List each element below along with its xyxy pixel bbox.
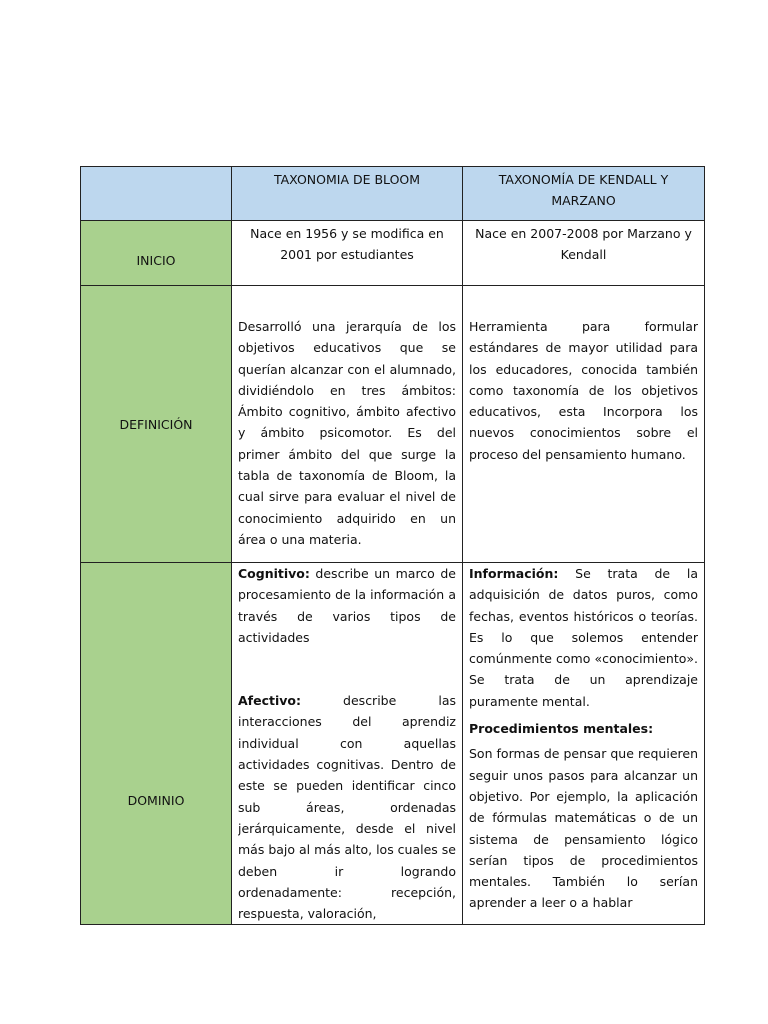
- bloom-afectivo-paragraph: [238, 690, 456, 923]
- row-label-dominio-text: DOMINIO: [127, 793, 185, 808]
- row-label-inicio: [81, 221, 232, 286]
- kendall-procedimientos-text: Son formas de pensar que requieren seguir unos pasos para alcanzar un objetivo. Por ejemplo, la aplicación de fórmulas matemáticas o de un sistema de pensamiento lógico serían tipos de procedimientos mentales. También lo serían aprender a leer o a hablar: [469, 746, 698, 911]
- inicio-kendall-cell: [463, 221, 705, 286]
- header-row: [81, 167, 705, 221]
- dominio-bloom-cell: [232, 563, 463, 925]
- inicio-bloom-text: Nace en 1956 y se modifica en 2001 por estudiantes: [250, 226, 444, 263]
- bloom-afectivo-text: describe las interacciones del aprendiz individual con aquellas actividades cognitivas. Dentro de este se pueden identificar cinco sub áreas, ordenadas jerárquicamente, desde el nivel más bajo al más alto, los cuales se deben ir logrando ordenadamente: recepción, respuesta, valoración,: [238, 693, 456, 922]
- definicion-bloom-text: Desarrolló una jerarquía de los objetivos educativos que se querían alcanzar con el alumnado, dividiéndolo en tres ámbitos: Ámbito cognitivo, ámbito afectivo y ámbito psicomotor. Es del primer ámbito del que surge la tabla de taxonomía de Bloom, la cual sirve para evaluar el nivel de conocimiento adquirido en un área o una materia.: [238, 319, 456, 547]
- header-corner-cell: [81, 167, 232, 221]
- inicio-bloom-cell: [232, 221, 463, 286]
- definicion-kendall-text: Herramienta para formular estándares de mayor utilidad para los educadores, conocida también como taxonomía de los objetivos educativos, esta Incorpora los nuevos conocimientos sobre el proceso del pensamiento humano.: [469, 319, 698, 462]
- kendall-procedimientos-term: Procedimientos mentales:: [469, 721, 654, 737]
- header-bloom: TAXONOMIA DE BLOOM: [232, 167, 463, 221]
- row-inicio: [81, 221, 705, 286]
- inicio-kendall-text: Nace en 2007-2008 por Marzano y Kendall: [475, 226, 692, 263]
- row-label-definicion-text: DEFINICIÓN: [119, 416, 193, 432]
- bloom-cognitivo-paragraph: [238, 563, 456, 648]
- kendall-procedimientos-paragraph: [469, 743, 698, 913]
- kendall-procedimientos-heading: [469, 718, 698, 739]
- definicion-kendall-cell: [463, 286, 705, 563]
- row-label-dominio: [81, 563, 232, 925]
- kendall-informacion-paragraph: [469, 563, 698, 712]
- bloom-cognitivo-text: describe un marco de procesamiento de la información a través de varios tipos de actividades: [238, 566, 456, 645]
- row-label-definicion: [81, 286, 232, 563]
- taxonomy-comparison-table: [80, 166, 705, 925]
- bloom-afectivo-term: Afectivo:: [238, 693, 301, 709]
- row-label-inicio-text: INICIO: [136, 252, 176, 268]
- definicion-bloom-cell: [232, 286, 463, 563]
- header-kendall-marzano: TAXONOMÍA DE KENDALL Y MARZANO: [463, 167, 705, 221]
- kendall-informacion-text: Se trata de la adquisición de datos puros, como fechas, eventos históricos o teorías. Es lo que solemos entender comúnmente como «conocimiento». Se trata de un aprendizaje puramente mental.: [469, 566, 698, 709]
- row-definicion: [81, 286, 705, 563]
- row-dominio: [81, 563, 705, 925]
- kendall-informacion-term: Información:: [469, 566, 559, 581]
- dominio-kendall-cell: [463, 563, 705, 925]
- bloom-cognitivo-term: Cognitivo:: [238, 566, 310, 581]
